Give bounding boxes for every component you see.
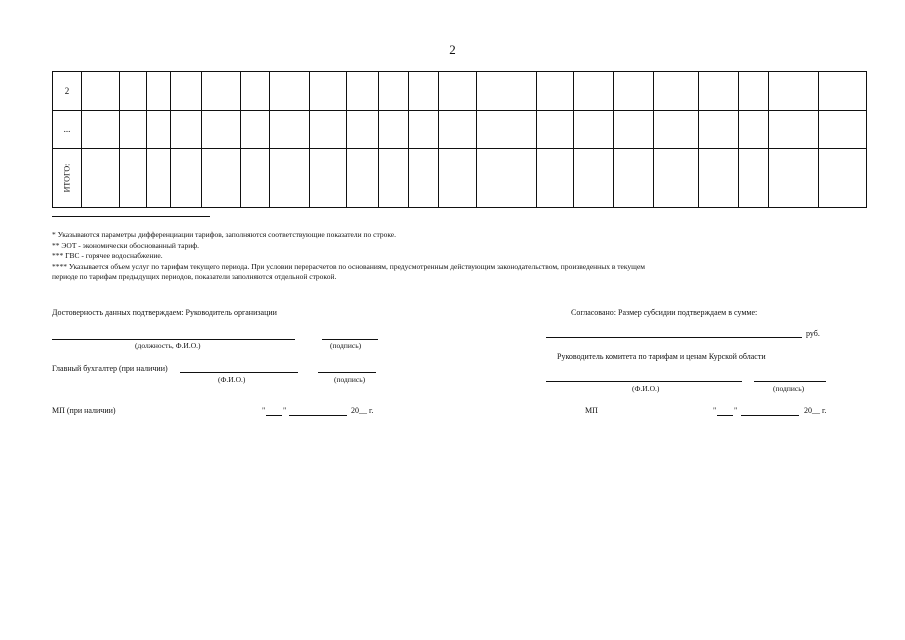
chief-accountant-label: Главный бухгалтер (при наличии) xyxy=(52,364,168,373)
table-column-divider xyxy=(613,72,614,207)
table-row-label: ИТОГО: xyxy=(62,163,72,193)
agreed-text: Согласовано: Размер субсидии подтверждаем в сумме: xyxy=(571,308,758,317)
signature-caption: (подпись) xyxy=(773,384,805,393)
footnote-separator xyxy=(52,216,210,217)
confirm-text: Достоверность данных подтверждаем: Руководитель организации xyxy=(52,308,277,317)
footnote: периоде по тарифам предыдущих периодов, показатели заполняются отдельной строкой. xyxy=(52,272,337,281)
chief-accountant-line xyxy=(180,372,298,373)
position-line xyxy=(52,339,295,340)
table-column-divider xyxy=(438,72,439,207)
footnote: **** Указывается объем услуг по тарифам текущего периода. При условии перерасчетов по основаниям, предусмотренным действующим законодательством, произведенных в текущем xyxy=(52,261,646,271)
currency-label: руб. xyxy=(806,329,820,338)
fio-caption: (Ф.И.О.) xyxy=(632,384,660,393)
table-row-divider xyxy=(53,148,866,149)
page-number: 2 xyxy=(449,42,456,57)
committee-head-text: Руководитель комитета по тарифам и ценам Курской области xyxy=(557,352,766,361)
table-column-divider xyxy=(408,72,409,207)
footnotes xyxy=(52,230,842,283)
signature-caption: (подпись) xyxy=(334,375,366,384)
table-column-divider xyxy=(738,72,739,207)
table-column-divider xyxy=(378,72,379,207)
chief-signature-line xyxy=(318,372,376,373)
data-table xyxy=(52,71,867,208)
table-column-divider xyxy=(818,72,819,207)
table-column-divider xyxy=(768,72,769,207)
fio-caption: (Ф.И.О.) xyxy=(218,375,246,384)
table-row-total xyxy=(53,149,81,207)
position-caption: (должность, Ф.И.О.) xyxy=(135,341,201,350)
table-column-divider xyxy=(476,72,477,207)
signature-caption: (подпись) xyxy=(330,341,362,350)
table-column-divider xyxy=(119,72,120,207)
date-quote-open: " xyxy=(262,406,266,415)
table-column-divider xyxy=(653,72,654,207)
table-column-divider xyxy=(269,72,270,207)
table-column-divider xyxy=(170,72,171,207)
table-column-divider xyxy=(240,72,241,207)
date-month-line xyxy=(741,415,799,416)
table-column-divider xyxy=(573,72,574,207)
table-row-divider xyxy=(53,110,866,111)
table-column-divider xyxy=(309,72,310,207)
table-column-divider xyxy=(536,72,537,207)
committee-signature-line xyxy=(754,381,826,382)
footnote: * Указываются параметры дифференциации тарифов, заполняются соответствующие показатели по строке. xyxy=(52,230,397,239)
date-day-line xyxy=(717,415,733,416)
signature-line xyxy=(322,339,378,340)
table-column-divider xyxy=(346,72,347,207)
date-quote-close: " xyxy=(734,406,738,415)
table-row-label: 2 xyxy=(64,86,70,96)
stamp-label: МП (при наличии) xyxy=(52,406,116,415)
table-column-divider xyxy=(201,72,202,207)
committee-fio-line xyxy=(546,381,742,382)
date-year: 20__ г. xyxy=(804,406,827,415)
date-quote-open: " xyxy=(713,406,717,415)
table-column-divider xyxy=(698,72,699,207)
table-column-divider xyxy=(81,72,82,207)
date-month-line xyxy=(289,415,347,416)
footnote: ** ЭОТ - экономически обоснованный тариф. xyxy=(52,240,199,250)
table-column-divider xyxy=(146,72,147,207)
date-quote-close: " xyxy=(283,406,287,415)
date-day-line xyxy=(266,415,282,416)
amount-line xyxy=(546,337,802,338)
footnote: *** ГВС - горячее водоснабжение. xyxy=(52,251,163,260)
table-row-label: ... xyxy=(63,124,71,134)
stamp-label: МП xyxy=(585,406,598,415)
date-year: 20__ г. xyxy=(351,406,374,415)
